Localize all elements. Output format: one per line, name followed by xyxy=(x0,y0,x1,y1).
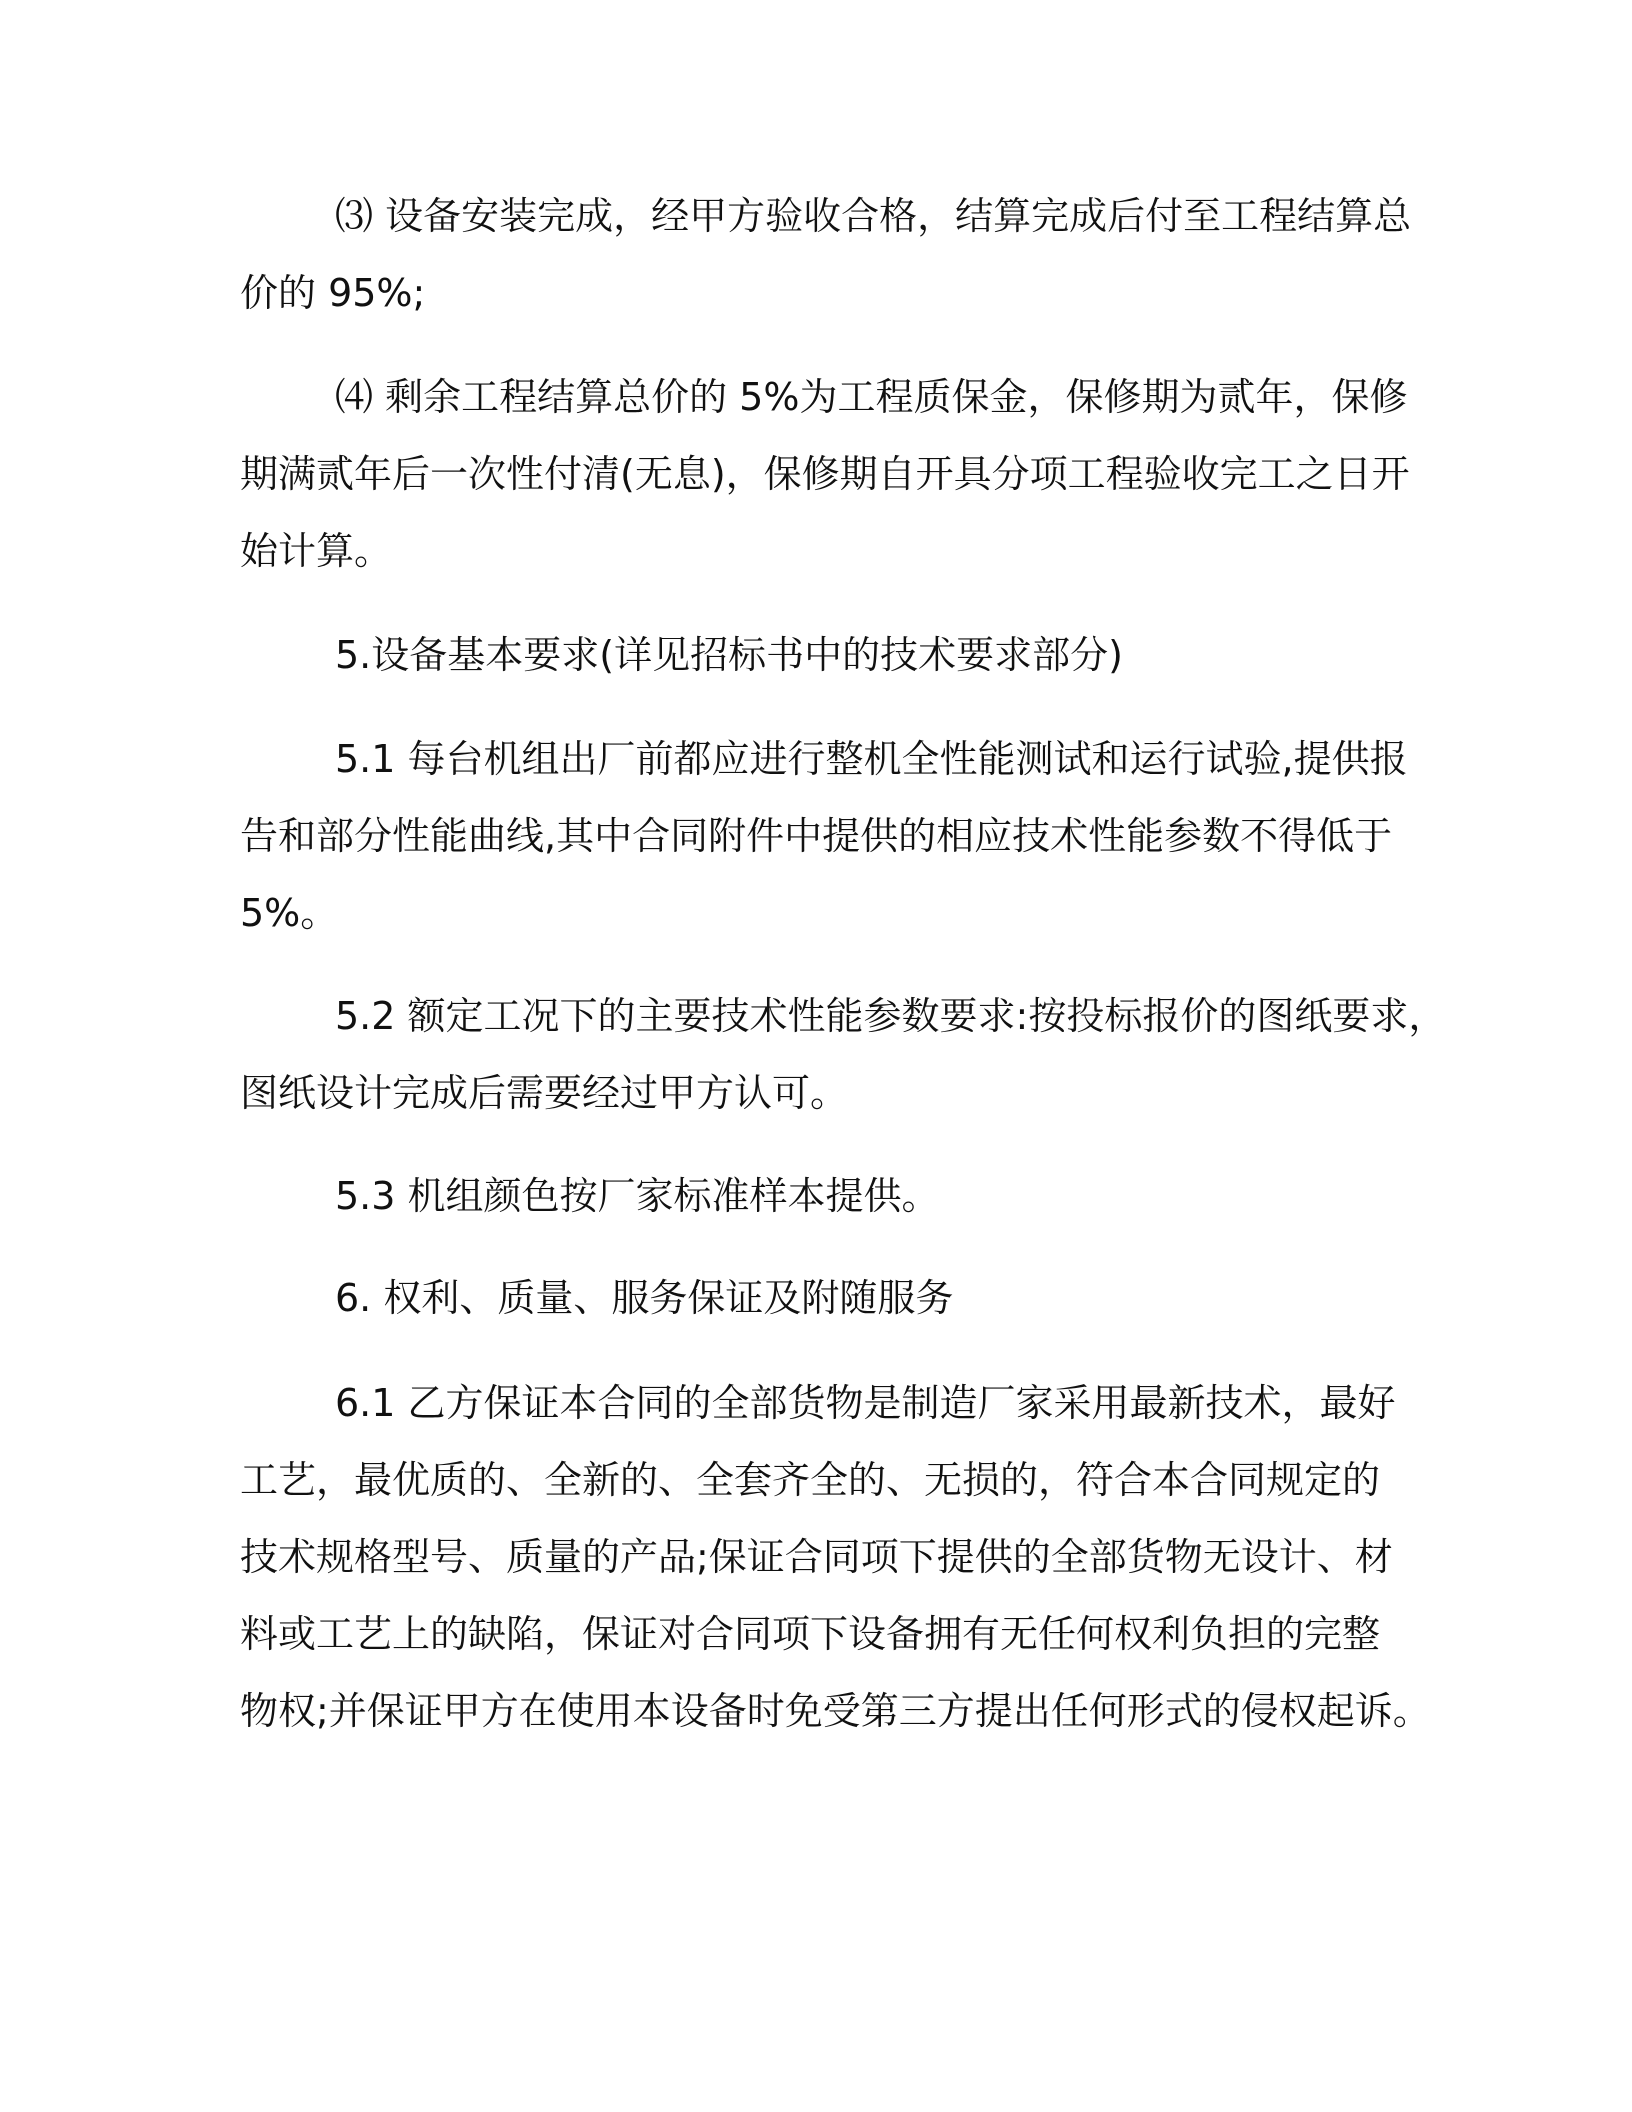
text-line: 6. 权利、质量、服务保证及附随服务 xyxy=(335,1276,954,1320)
section-heading-5 xyxy=(240,617,1410,694)
text-line: 6.1 乙方保证本合同的全部货物是制造厂家采用最新技术，最好 xyxy=(335,1381,1396,1425)
paragraph-5-3 xyxy=(240,1158,1410,1235)
paragraph-payment-item-3 xyxy=(240,178,1410,332)
text-line: 5.3 机组颜色按厂家标准样本提供。 xyxy=(335,1174,940,1218)
paragraph-5-1 xyxy=(240,721,1410,952)
text-line: ⑷ 剩余工程结算总价的 5%为工程质保金，保修期为贰年，保修 xyxy=(335,375,1408,419)
paragraph-payment-item-4 xyxy=(240,359,1410,590)
text-line: 期满贰年后一次性付清(无息)，保修期自开具分项工程验收完工之日开 xyxy=(240,452,1410,496)
text-line: 价的 95%; xyxy=(240,271,426,315)
text-line: 始计算。 xyxy=(240,529,393,573)
text-line: 5%。 xyxy=(240,891,339,935)
text-line: 料或工艺上的缺陷，保证对合同项下设备拥有无任何权利负担的完整 xyxy=(240,1612,1381,1656)
paragraph-6-1 xyxy=(240,1365,1431,1750)
text-line: 工艺，最优质的、全新的、全套齐全的、无损的，符合本合同规定的 xyxy=(240,1458,1381,1502)
text-line: 技术规格型号、质量的产品;保证合同项下提供的全部货物无设计、材 xyxy=(240,1535,1393,1579)
text-line: 物权;并保证甲方在使用本设备时免受第三方提出任何形式的侵权起诉。 xyxy=(240,1689,1431,1733)
section-heading-6 xyxy=(240,1260,1410,1337)
text-line: 5.设备基本要求(详见招标书中的技术要求部分) xyxy=(335,633,1123,677)
text-line: 5.1 每台机组出厂前都应进行整机全性能测试和运行试验,提供报 xyxy=(335,737,1408,781)
text-line: 告和部分性能曲线,其中合同附件中提供的相应技术性能参数不得低于 xyxy=(240,814,1393,858)
paragraph-5-2 xyxy=(240,978,1447,1132)
text-line: ⑶ 设备安装完成，经甲方验收合格，结算完成后付至工程结算总 xyxy=(335,194,1412,238)
text-line: 图纸设计完成后需要经过甲方认可。 xyxy=(240,1071,849,1115)
text-line: 5.2 额定工况下的主要技术性能参数要求:按投标报价的图纸要求， xyxy=(335,994,1447,1038)
